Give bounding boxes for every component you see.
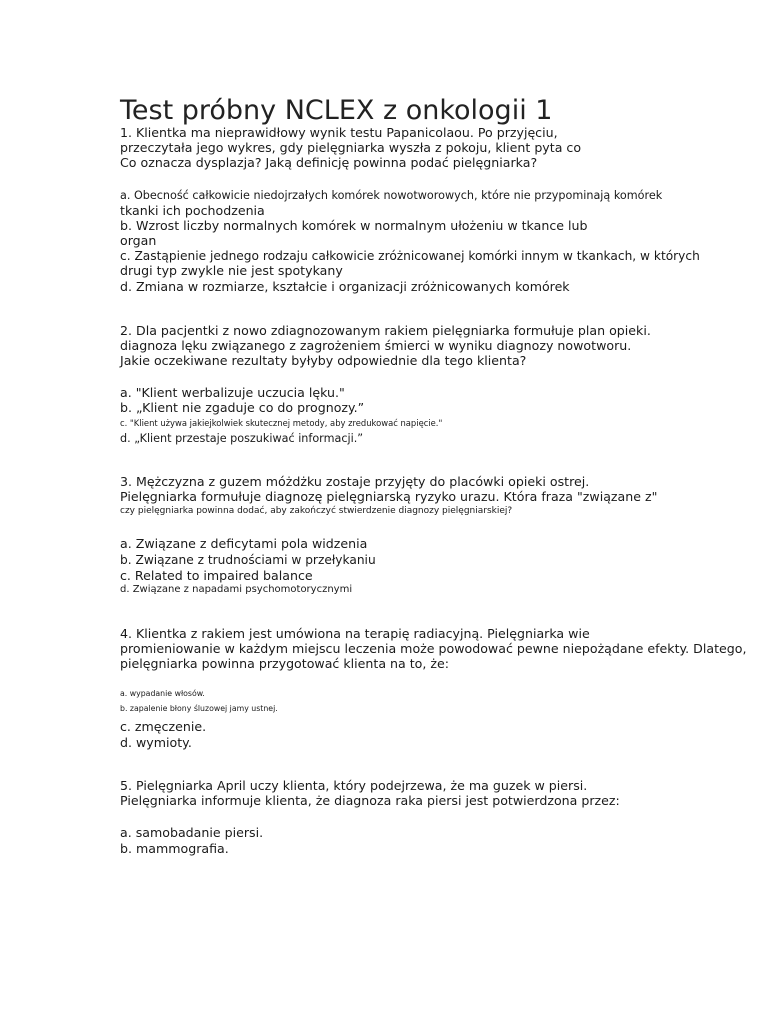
q4-option-c: c. zmęczenie. [120,719,207,734]
q2-option-a: a. "Klient werbalizuje uczucia lęku." [120,385,345,400]
q1-stem-line-1: 1. Klientka ma nieprawidłowy wynik testu Papanicolaou. Po przyjęciu, [120,125,558,140]
q1-option-c-cont: drugi typ zwykle nie jest spotykany [120,263,343,278]
q2-option-d: d. „Klient przestaje poszukiwać informacji.” [120,432,364,445]
q1-option-a: a. Obecność całkowicie niedojrzałych komórek nowotworowych, które nie przypominają komórek [120,189,663,202]
q3-stem-line-3: czy pielęgniarka powinna dodać, aby zakończyć stwierdzenie diagnozy pielęgniarskiej? [120,506,513,516]
q3-option-a: a. Związane z deficytami pola widzenia [120,536,368,551]
q2-stem-line-2: diagnoza lęku związanego z zagrożeniem śmierci w wyniku diagnozy nowotworu. [120,338,632,353]
q5-stem-line-2: Pielęgniarka informuje klienta, że diagnoza raka piersi jest potwierdzona przez: [120,793,620,808]
q4-option-a: a. wypadanie włosów. [120,689,205,698]
q1-stem-line-2: przeczytała jego wykres, gdy pielęgniarka wyszła z pokoju, klient pyta co [120,140,582,155]
q3-option-d: d. Związane z napadami psychomotorycznymi [120,584,353,595]
q1-option-b: b. Wzrost liczby normalnych komórek w normalnym ułożeniu w tkance lub [120,218,588,233]
q2-option-c: c. "Klient używa jakiejkolwiek skutecznej metody, aby zredukować napięcie." [120,418,443,428]
q1-stem-line-3: Co oznacza dysplazja? Jaką definicję powinna podać pielęgniarka? [120,155,538,170]
q1-option-a-cont: tkanki ich pochodzenia [120,203,265,218]
q4-option-b: b. zapalenie błony śluzowej jamy ustnej. [120,704,278,713]
q3-option-b: b. Związane z trudnościami w przełykaniu [120,553,376,567]
q1-option-c: c. Zastąpienie jednego rodzaju całkowicie zróżnicowanej komórki innym w tkankach, w których [120,249,700,263]
q4-option-d: d. wymioty. [120,735,192,750]
q2-stem-line-3: Jakie oczekiwane rezultaty byłyby odpowiednie dla tego klienta? [120,353,527,368]
q5-option-b: b. mammografia. [120,841,229,856]
q2-option-b: b. „Klient nie zgaduje co do prognozy.” [120,400,365,415]
q1-option-b-cont: organ [120,233,157,248]
q3-option-c: c. Related to impaired balance [120,568,313,583]
q1-option-d: d. Zmiana w rozmiarze, kształcie i organizacji zróżnicowanych komórek [120,279,570,294]
q4-stem-line-3: pielęgniarka powinna przygotować klienta na to, że: [120,656,449,671]
q5-stem-line-1: 5. Pielęgniarka April uczy klienta, który podejrzewa, że ma guzek w piersi. [120,778,588,793]
q4-stem-line-2: promieniowanie w każdym miejscu leczenia może powodować pewne niepożądane efekty. Dlatego, [120,641,747,656]
q3-stem-line-2: Pielęgniarka formułuje diagnozę pielęgniarską ryzyko urazu. Która fraza "związane z" [120,489,658,504]
q2-stem-line-1: 2. Dla pacjentki z nowo zdiagnozowanym rakiem pielęgniarka formułuje plan opieki. [120,323,651,338]
q5-option-a: a. samobadanie piersi. [120,825,264,840]
q4-stem-line-1: 4. Klientka z rakiem jest umówiona na terapię radiacyjną. Pielęgniarka wie [120,626,590,641]
q3-stem-line-1: 3. Mężczyzna z guzem móżdżku zostaje przyjęty do placówki opieki ostrej. [120,474,590,489]
page-title: Test próbny NCLEX z onkologii 1 [120,95,553,126]
